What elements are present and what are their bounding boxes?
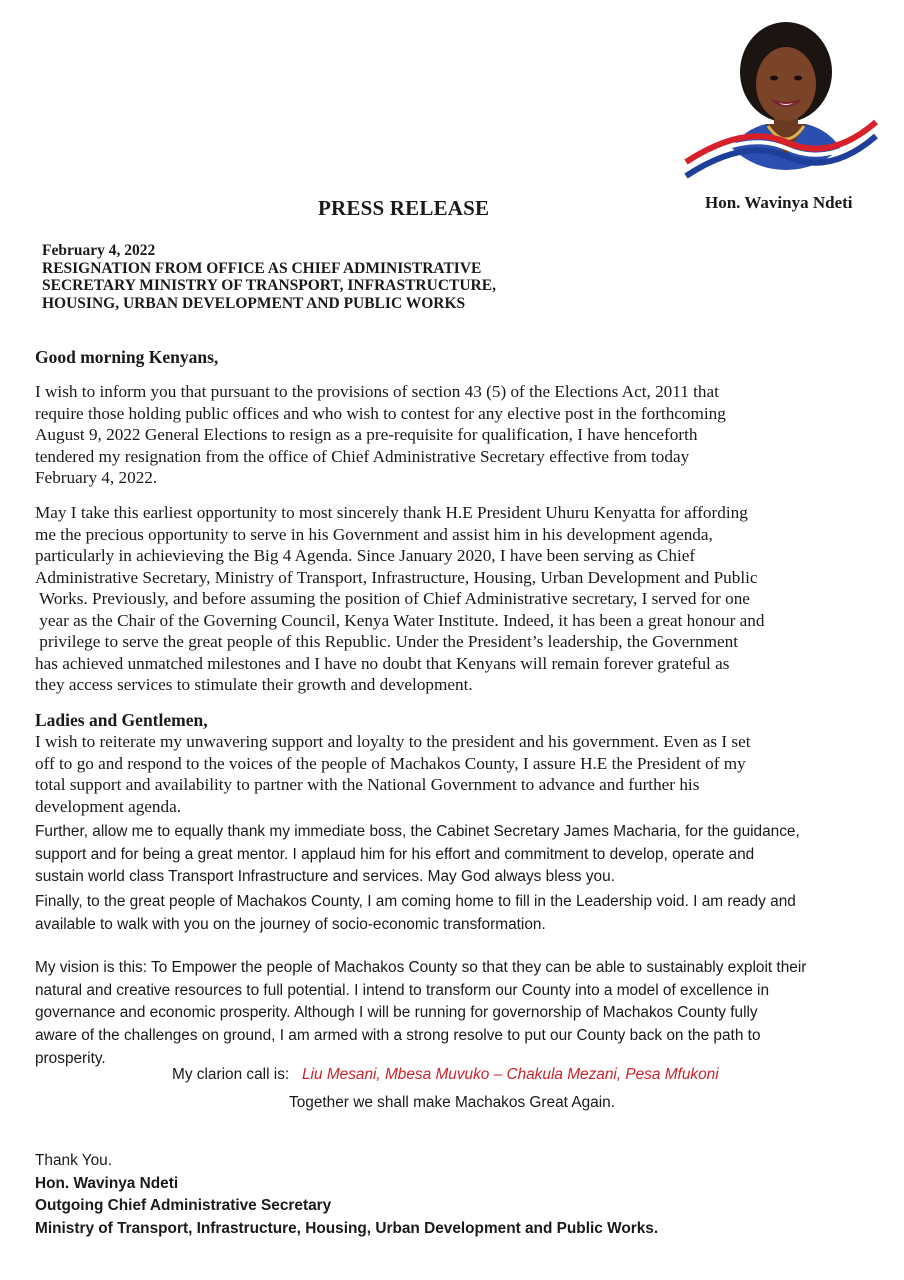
paragraph-thanks-cs [35,821,895,889]
text-line: me the precious opportunity to serve in his Government and assist him in his development agenda, [35,524,713,544]
release-header [42,242,496,312]
paragraph-thanks-president [35,502,895,696]
portrait-caption: Hon. Wavinya Ndeti [705,193,853,212]
text-line: particularly in achievieving the Big 4 Agenda. Since January 2020, I have been serving as Chief [35,546,696,565]
text-line: total support and availability to partner with the National Government to advance and further his [35,775,700,794]
text-line: governance and economic prosperity. Although I will be running for governorship of Machakos County fully [35,1004,758,1022]
text-line: require those holding public offices and who wish to contest for any elective post in the forthcoming [35,403,726,423]
closing-line: Together we shall make Machakos Great Again. [289,1094,615,1111]
subject-line: RESIGNATION FROM OFFICE AS CHIEF ADMINISTRATIVE [42,259,482,277]
text-line: Works. Previously, and before assuming the position of Chief Administrative secretary, I served for one [35,589,750,608]
text-line: sustain world class Transport Infrastructure and services. May God always bless you. [35,868,615,886]
release-date: February 4, 2022 [42,242,156,259]
clarion-slogan: Liu Mesani, Mbesa Muvuko – Chakula Mezani, Pesa Mfukoni [302,1066,719,1083]
text-line: they access services to stimulate their growth and development. [35,675,473,694]
text-line: available to walk with you on the journey of socio-economic transformation. [35,915,546,933]
clarion-call [172,1066,719,1084]
portrait [684,6,880,196]
paragraph-support [35,731,895,817]
text-line: I wish to reiterate my unwavering support and loyalty to the president and his government. Even as I set [35,732,751,751]
text-line: prosperity. [35,1049,106,1067]
subject-line: SECRETARY MINISTRY OF TRANSPORT, INFRASTRUCTURE, [42,277,496,294]
thank-you: Thank You. [35,1152,113,1169]
text-line: has achieved unmatched milestones and I have no doubt that Kenyans will remain forever grateful as [35,653,730,673]
text-line: aware of the challenges on ground, I am armed with a strong resolve to put our County back on the path to [35,1027,761,1045]
section-heading: Ladies and Gentlemen, [35,710,208,730]
signoff [35,1150,658,1240]
text-line: Further, allow me to equally thank my immediate boss, the Cabinet Secretary James Macharia, for the guidance, [35,823,800,840]
paragraph-coming-home [35,891,895,936]
signatory-role: Outgoing Chief Administrative Secretary [35,1197,332,1214]
clarion-label: My clarion call is: [172,1066,290,1083]
text-line: February 4, 2022. [35,468,158,487]
paragraph-resignation [35,381,895,489]
text-line: support and for being a great mentor. I applaud him for his effort and commitment to develop, operate and [35,845,755,863]
portrait-photo [684,6,880,196]
text-line: natural and creative resources to full potential. I intend to transform our County into a model of excellence in [35,981,770,999]
text-line: tendered my resignation from the office of Chief Administrative Secretary effective from today [35,446,690,466]
signatory-name: Hon. Wavinya Ndeti [35,1174,179,1192]
text-line: Administrative Secretary, Ministry of Transport, Infrastructure, Housing, Urban Development and Public [35,567,758,587]
text-line: off to go and respond to the voices of the people of Machakos County, I assure H.E the President of my [35,753,746,773]
text-line: year as the Chair of the Governing Council, Kenya Water Institute. Indeed, it has been a great honour and [35,610,765,630]
signatory-ministry: Ministry of Transport, Infrastructure, Housing, Urban Development and Public Works. [35,1219,659,1237]
text-line: My vision is this: To Empower the people of Machakos County so that they can be able to sustainably exploit their [35,959,807,976]
text-line: I wish to inform you that pursuant to the provisions of section 43 (5) of the Elections Act, 2011 that [35,382,719,401]
text-line: May I take this earliest opportunity to most sincerely thank H.E President Uhuru Kenyatta for affording [35,503,748,522]
subject-line: HOUSING, URBAN DEVELOPMENT AND PUBLIC WORKS [42,294,466,312]
page-title: PRESS RELEASE [318,196,490,220]
text-line: development agenda. [35,796,182,816]
greeting: Good morning Kenyans, [35,347,219,367]
text-line: August 9, 2022 General Elections to resign as a pre-requisite for qualification, I have henceforth [35,425,698,444]
paragraph-vision [35,957,895,1071]
text-line: Finally, to the great people of Machakos County, I am coming home to fill in the Leadership void. I am ready and [35,893,796,910]
text-line: privilege to serve the great people of this Republic. Under the President’s leadership, the Government [35,632,739,651]
